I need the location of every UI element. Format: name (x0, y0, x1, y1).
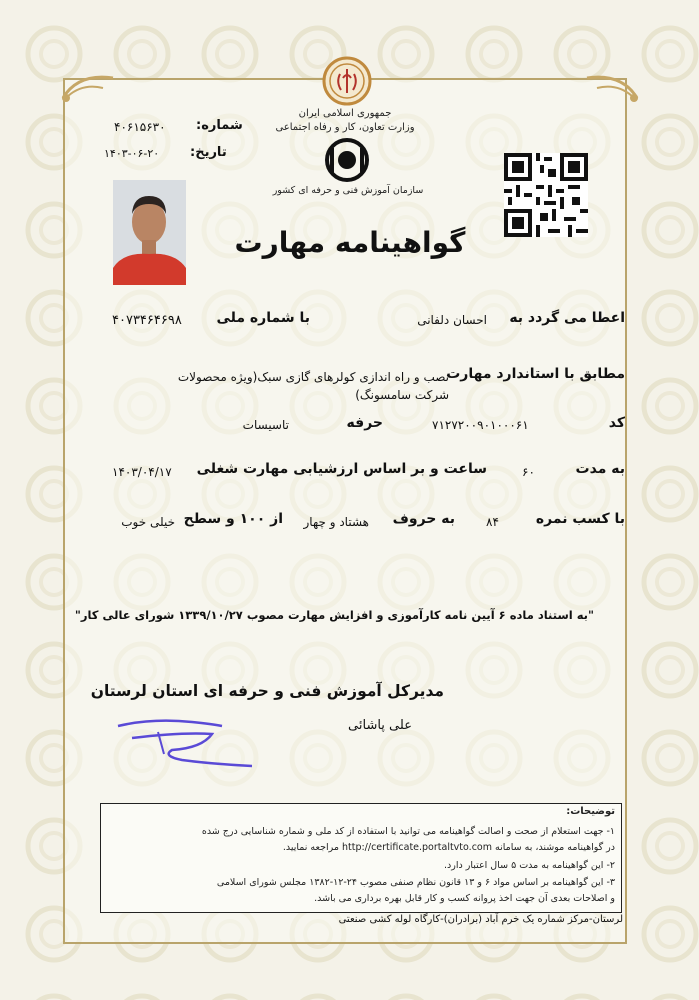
ministry-name: وزارت تعاون، کار و رفاه اجتماعی (275, 122, 415, 133)
iran-emblem-icon (322, 56, 372, 106)
organization-name: سازمان آموزش فنی و حرفه ای کشور (272, 185, 424, 196)
assessment-label: ساعت و بر اساس ارزشیابی مهارت شغلی (196, 461, 487, 477)
awarded-value: احسان دلفانی (417, 313, 487, 327)
date-label: تاریخ: (190, 145, 227, 160)
legal-basis: "به استناد ماده ۶ آیین نامه کارآموزی و افزایش مهارت مصوب ۱۳۳۹/۱۰/۲۷ شورای عالی کار" (74, 608, 594, 622)
level-value: خیلی خوب (121, 515, 175, 529)
notes-line3: ۲- این گواهینامه به مدت ۵ سال اعتبار دارد. (444, 860, 615, 871)
code-label: کد (608, 415, 625, 431)
trade-value: تاسیسات (242, 418, 289, 432)
signatory-title: مدیرکل آموزش فنی و حرفه ای استان لرستان (90, 682, 444, 700)
score-value: ۸۴ (486, 515, 499, 529)
notes-line2: در گواهینامه موشند، به سامانه http://certificate.portaltvto.com مراجعه نمایید. (282, 842, 615, 853)
handwritten-signature (112, 708, 262, 774)
certificate-title: گواهینامه مهارت (234, 226, 466, 259)
notes-line4: ۳- این گواهینامه بر اساس مواد ۶ و ۱۳ قانون نظام صنفی مصوب ۲۴-۱۲-۱۳۸۲ مجلس شورای اسلامی (216, 877, 615, 888)
code-value: ۷۱۲۷۲۰۰۹۰۱۰۰۰۶۱ (432, 418, 529, 432)
level-label: از ۱۰۰ و سطح (183, 511, 283, 527)
ornament-left (58, 68, 118, 104)
awarded-label: اعطا می گردد به (509, 310, 625, 326)
assessment-date: ۱۴۰۳/۰۴/۱۷ (112, 465, 172, 479)
duration-value: ۶۰ (522, 465, 535, 479)
notes-box (100, 803, 622, 913)
letters-label: به حروف (392, 511, 455, 527)
tvto-logo-icon (324, 138, 370, 182)
notes-line5: و اصلاحات بعدی آن جهت اخذ پروانه کسب و کار قابل بهره برداری می باشد. (314, 893, 615, 904)
ornament-right (582, 68, 642, 104)
date-value: ۱۴۰۳-۰۶-۲۰ (104, 147, 160, 160)
standard-value-line1: نصب و راه اندازی کولرهای گازی سبک(ویژه محصولات (177, 370, 449, 384)
standard-value-line2: شرکت سامسونگ) (355, 388, 449, 402)
number-value: ۴۰۶۱۵۶۳۰ (114, 120, 166, 134)
footer-location: لرستان-مرکز شماره یک خرم آباد (برادران)-کارگاه لوله کشی صنعتی (338, 914, 623, 925)
score-label: با کسب نمره (535, 511, 625, 527)
national-id-label: با شماره ملی (216, 310, 310, 326)
qr-code-icon (504, 153, 588, 237)
letters-value: هشتاد و چهار (303, 515, 369, 529)
notes-line1: ۱- جهت استعلام از صحت و اصالت گواهینامه می توانید با استفاده از کد ملی و شماره شناسایی درج شده (201, 826, 615, 837)
holder-photo (113, 180, 186, 285)
duration-label: به مدت (575, 461, 625, 477)
standard-label: مطابق با استاندارد مهارت (446, 366, 625, 382)
trade-label: حرفه (346, 415, 383, 431)
national-id-value: ۴۰۷۳۴۶۴۶۹۸ (112, 313, 182, 328)
country-name: جمهوری اسلامی ایران (298, 108, 392, 119)
signatory-name: علی پاشائی (348, 718, 412, 733)
notes-heading: توضیحات: (566, 806, 615, 817)
number-label: شماره: (196, 118, 243, 133)
